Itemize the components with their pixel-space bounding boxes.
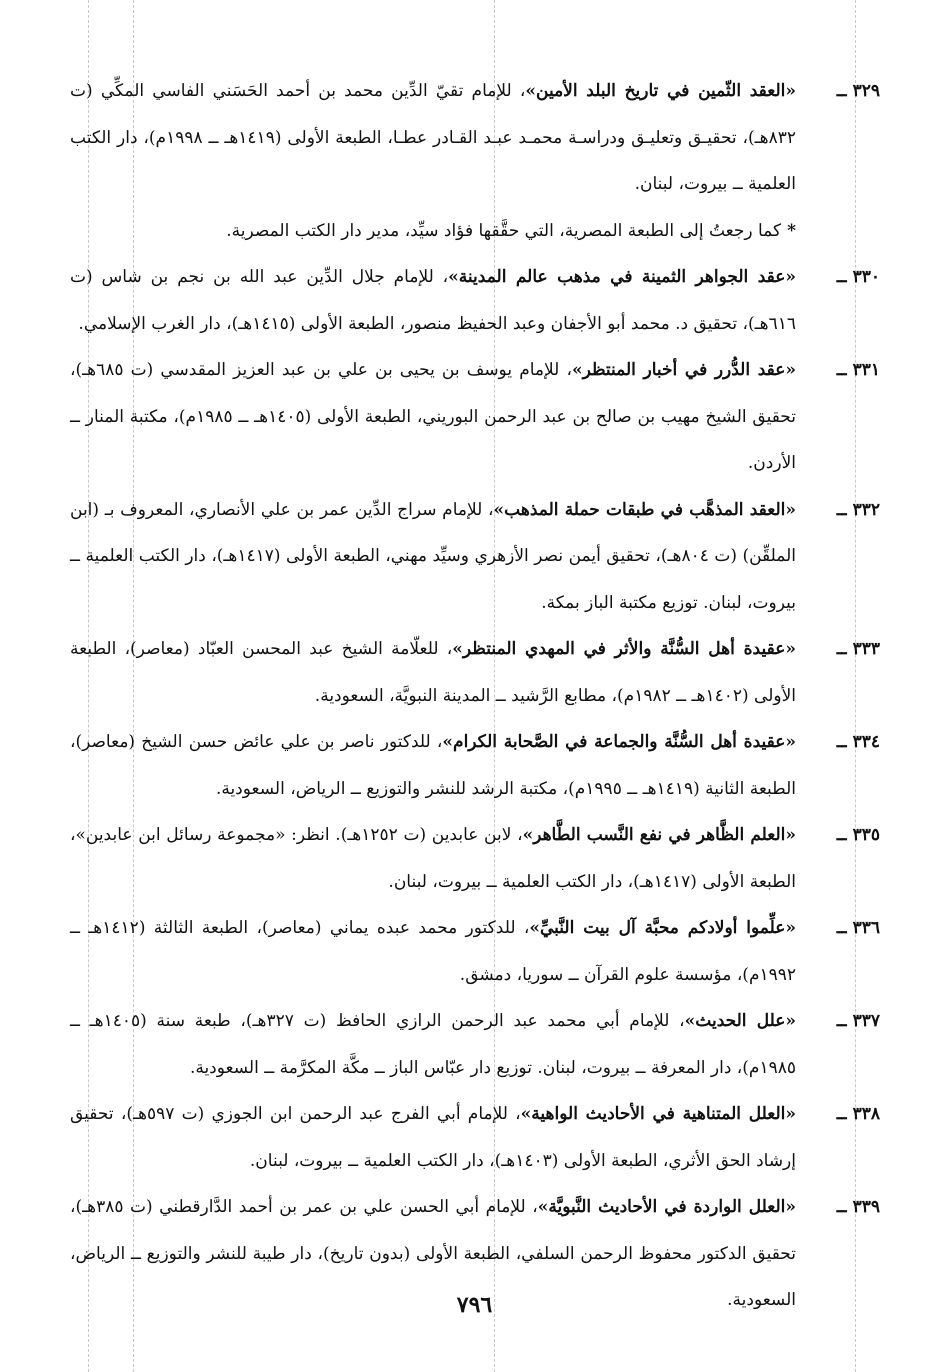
entry-body: ، للإمام أبي الفرج عبد الرحمن ابن الجوزي (ت ٥٩٧هـ)، تحقيق إرشاد الحق الأثري، الطبعة الأولى (١٤٠٣هـ)، دار الكتب العلمية ــ بيروت، لبنان. [70, 1104, 796, 1171]
entry-body: ، للإمام يوسف بن يحيى بن علي بن عبد العزيز المقدسي (ت ٦٨٥هـ)، تحقيق الشيخ مهيب بن صالح بن عبد الرحمن البوريني، الطبعة الأولى (١٤٠٥هـ ــ ١٩٨٥م)، مكتبة المنار ــ الأردن. [70, 360, 797, 473]
entry-title: «عقد الدُّرر في أخبار المنتظر» [571, 360, 796, 380]
bibliography-entry-333 [70, 626, 880, 719]
bibliography-entry-330 [70, 254, 880, 347]
entry-title: «علِّموا أولادكم محبَّة آل بيت النَّبيِّ» [529, 918, 797, 938]
bibliography-entry-338 [70, 1091, 880, 1184]
bibliography-entry-335 [70, 812, 880, 905]
entry-number: ٣٣٢ ــ [836, 499, 880, 520]
entry-number: ٣٣٥ ــ [836, 825, 880, 845]
entry-number: ٣٣١ ــ [836, 360, 880, 380]
entry-body: ، للإمام أبي الحسن علي بن عمر بن أحمد الدَّارقطني (ت ٣٨٥هـ)، تحقيق الدكتور محفوظ الرحمن السلفي، الطبعة الأولى (بدون تاريخ)، دار طيبة للنشر والتوزيع ــ الرياض، السعودية. [70, 1197, 796, 1310]
entry-body: ، للعلّامة الشيخ عبد المحسن العبّاد (معاصر)، الطبعة الأولى (١٤٠٢هـ ــ ١٩٨٢م)، مطابع الرَّشيد ــ المدينة النبويَّة، السعودية. [70, 639, 796, 706]
entry-title: «العقد المذهَّب في طبقات حملة المذهب» [493, 499, 797, 520]
bibliography-entry-332 [70, 487, 880, 627]
entry-number: ٣٣٩ ــ [836, 1197, 880, 1217]
entry-title: «علل الحديث» [684, 1011, 796, 1031]
entry-title: «عقيدة أهل السُّنَّة والجماعة في الصَّحابة الكرام» [442, 732, 796, 752]
note-star-icon: * [787, 220, 796, 241]
entry-number: ٣٢٩ ــ [836, 81, 880, 101]
bibliography-list [70, 68, 880, 1324]
bibliography-entry-334 [70, 719, 880, 812]
entry-title: «عقيدة أهل السُّنَّة والأثر في المهدي المنتظر» [452, 639, 796, 659]
entry-number: ٣٣٣ ــ [836, 639, 880, 659]
bibliography-entry-329 [70, 68, 880, 208]
note-text: كما رجعتُ إلى الطبعة المصرية، التي حقَّقها فؤاد سيِّد، مدير دار الكتب المصرية. [226, 220, 782, 241]
entry-number: ٣٣٨ ــ [836, 1104, 880, 1124]
entry-body: ، للإمام تقيّ الدِّين محمد بن أحمد الحَسَني الفاسي المكِّي (ت ٨٣٢هـ)، تحقيـق وتعليـق ودراسـة محمـد عبـد القـادر عطـا، الطبعة الأولى (١٤١٩هـ ــ ١٩٩٨م)، دار الكتب العلمية ــ بيروت، لبنان. [70, 81, 797, 194]
bibliography-entry-337 [70, 998, 880, 1091]
entry-title: «العلل المتناهية في الأحاديث الواهية» [520, 1104, 796, 1124]
entry-body: ، للدكتور ناصر بن علي عائض حسن الشيخ (معاصر)، الطبعة الثانية (١٤١٩هـ ــ ١٩٩٥م)، مكتبة الرشد للنشر والتوزيع ــ الرياض، السعودية. [70, 732, 796, 799]
page-number: ٧٩٦ [456, 1292, 493, 1318]
entry-number: ٣٣٧ ــ [836, 1011, 880, 1031]
entry-number: ٣٣٠ ــ [836, 267, 880, 287]
entry-body: ، للإمام سراج الدِّين عمر بن علي الأنصاري، المعروف بـ (ابن الملقِّن) (ت ٨٠٤هـ)، تحقيق أيمن نصر الأزهري وسيِّد مهني، الطبعة الأولى (١٤١٧هـ)، دار الكتب العلمية ــ بيروت، لبنان. توزيع مكتبة الباز بمكة. [70, 499, 796, 613]
entry-number: ٣٣٦ ــ [836, 918, 880, 938]
entry-title: «العلم الظَّاهر في نفع النَّسب الطَّاهر» [522, 825, 797, 845]
bibliography-entry-336 [70, 905, 880, 998]
entry-title: «العقد الثّمين في تاريخ البلد الأمين» [525, 81, 797, 101]
entry-body: ، للدكتور محمد عبده يماني (معاصر)، الطبعة الثالثة (١٤١٢هـ ــ ١٩٩٢م)، مؤسسة علوم القرآن ــ سوريا، دمشق. [70, 918, 796, 985]
entry-note [70, 208, 880, 255]
entry-body: ، للإمام جلال الدِّين عبد الله بن نجم بن شاس (ت ٦١٦هـ)، تحقيق د. محمد أبو الأجفان وعبد الحفيظ منصور، الطبعة الأولى (١٤١٥هـ)، دار الغرب الإسلامي. [70, 267, 796, 334]
bibliography-entry-331 [70, 347, 880, 487]
entry-body: ، لابن عابدين (ت ١٢٥٢هـ). انظر: «مجموعة رسائل ابن عابدين»، الطبعة الأولى (١٤١٧هـ)، دار الكتب العلمية ــ بيروت، لبنان. [70, 825, 796, 892]
entry-body: ، للإمام أبي محمد عبد الرحمن الرازي الحافظ (ت ٣٢٧هـ)، طبعة سنة (١٤٠٥هـ ــ ١٩٨٥م)، دار المعرفة ــ بيروت، لبنان. توزيع دار عبّاس الباز ــ مكَّة المكرَّمة ــ السعودية. [70, 1011, 796, 1078]
entry-title: «عقد الجواهر الثمينة في مذهب عالم المدينة» [448, 267, 796, 287]
entry-number: ٣٣٤ ــ [836, 732, 880, 752]
entry-title: «العلل الواردة في الأحاديث النَّبويَّة» [537, 1197, 796, 1217]
